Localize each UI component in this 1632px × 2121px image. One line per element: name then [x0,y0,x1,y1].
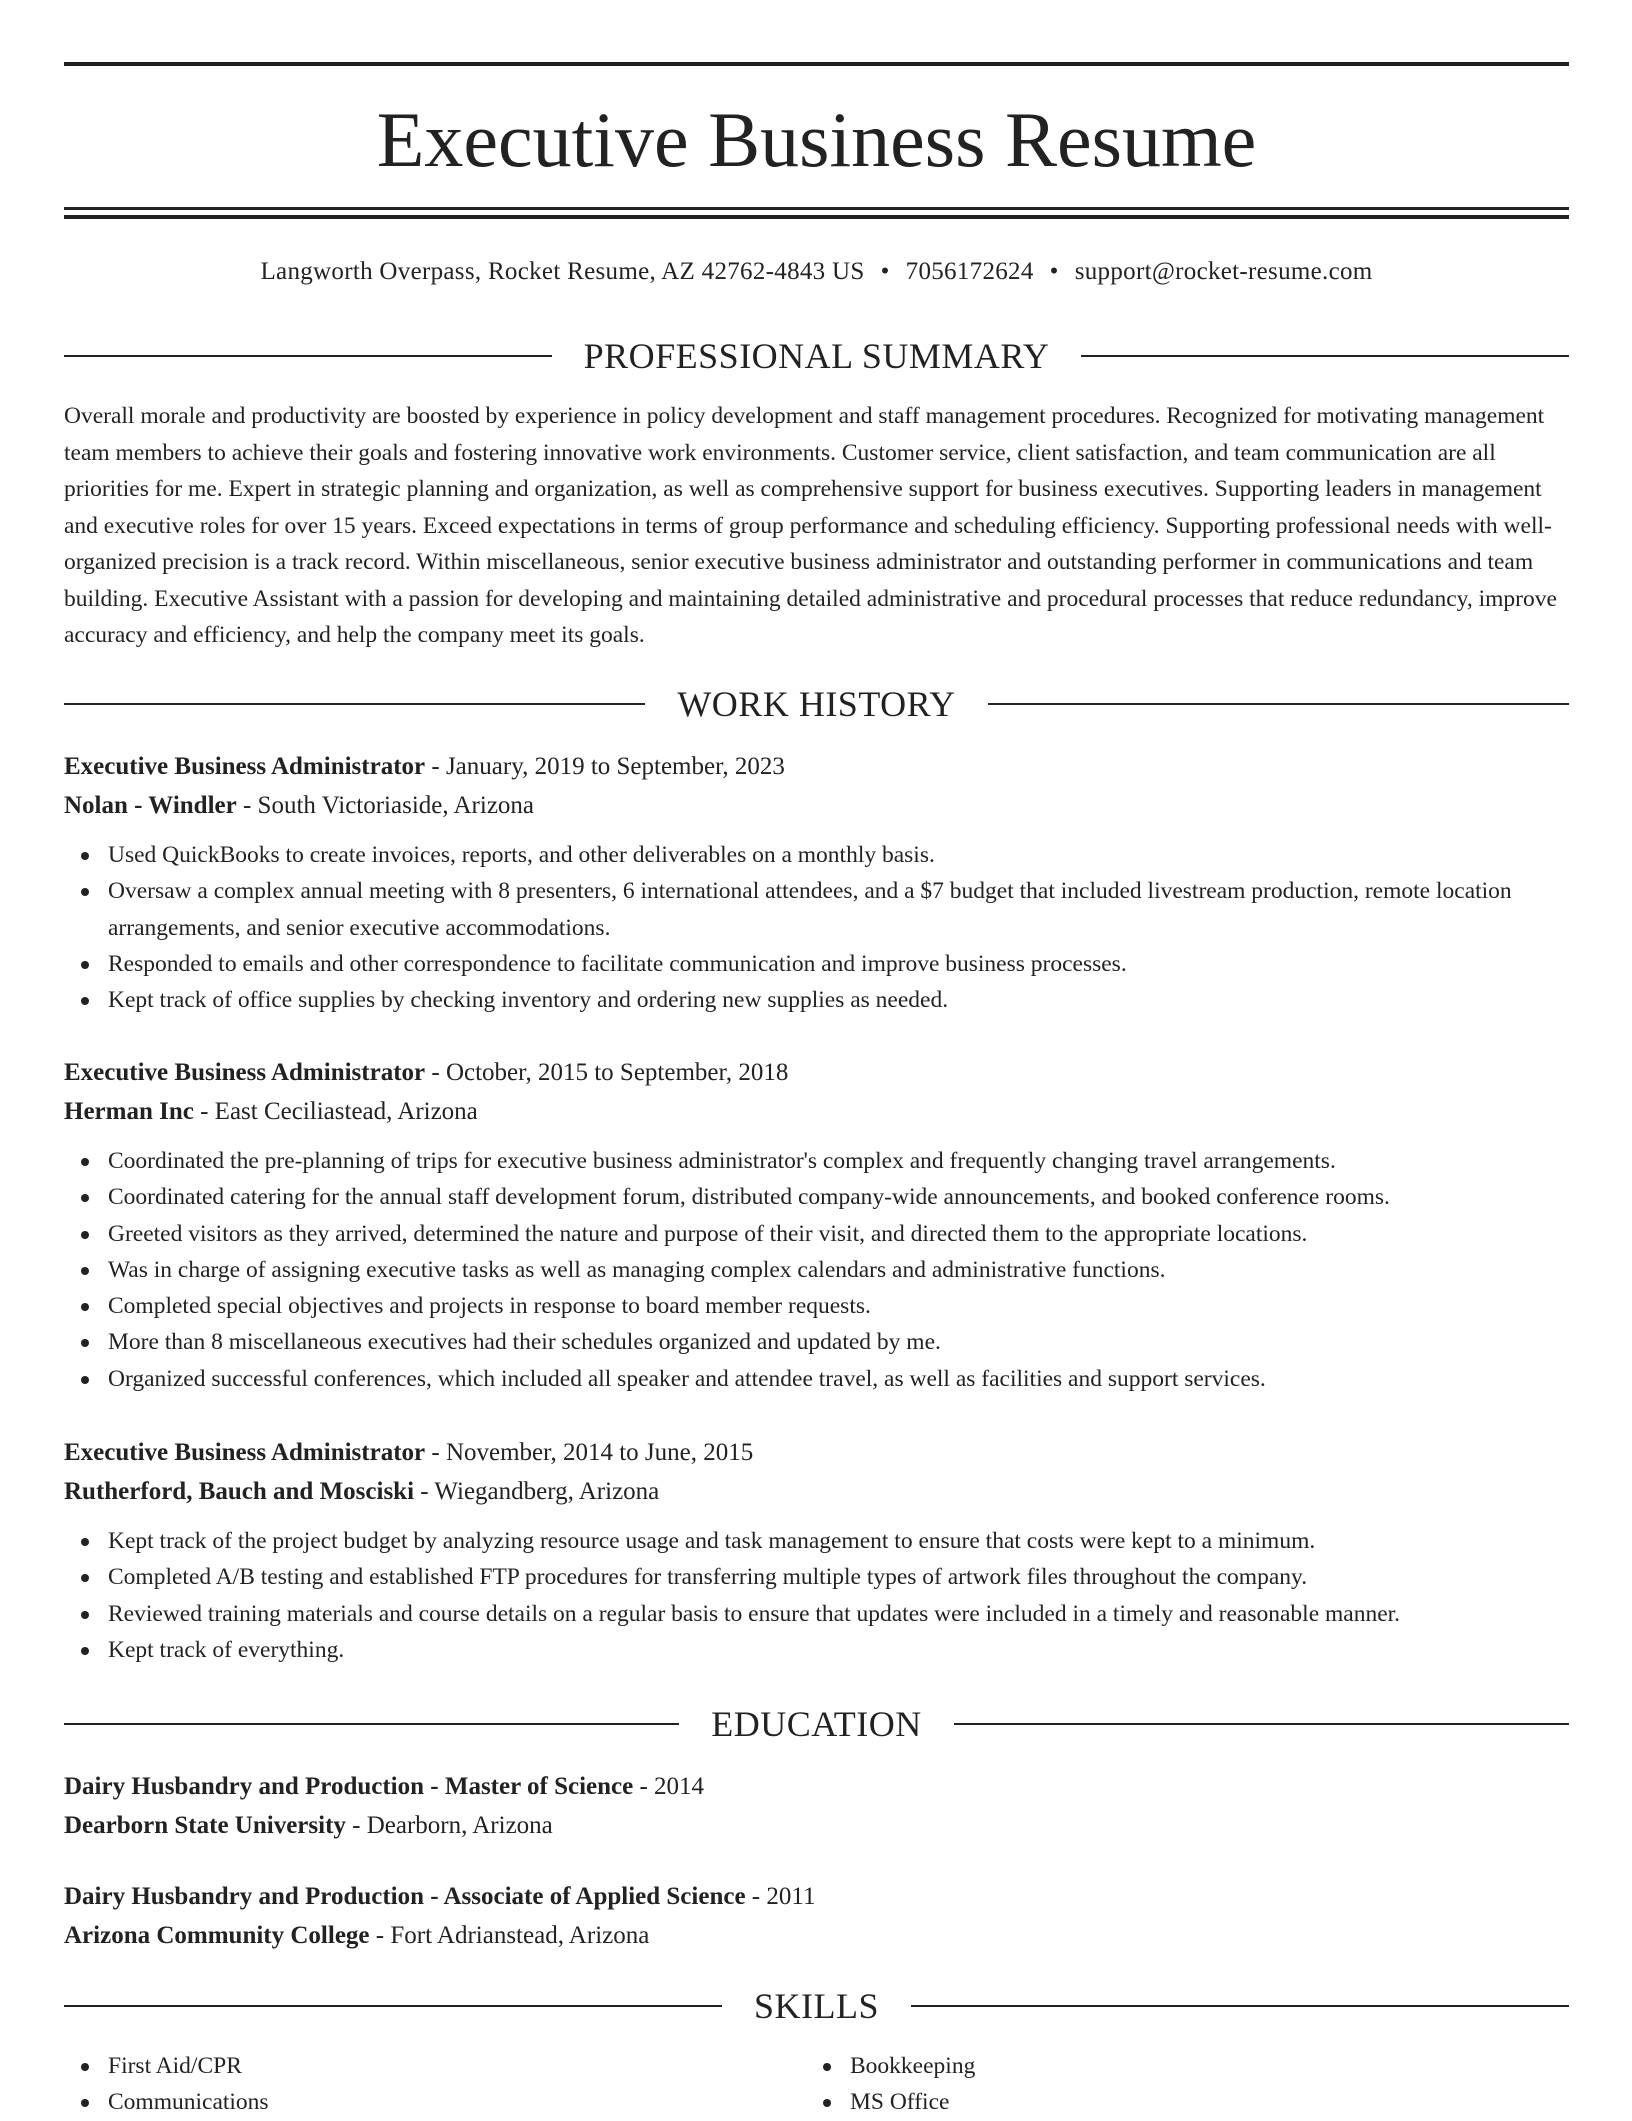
job-location: - East Ceciliastead, Arizona [200,1098,478,1125]
section-header-summary [64,334,1569,378]
job-bullets [64,837,1569,1018]
list-item: Used QuickBooks to create invoices, reports, and other deliverables on a monthly basis. [64,837,1569,873]
list-item: Kept track of everything. [64,1632,1569,1668]
education-year: - 2014 [639,1773,705,1800]
contact-line [64,252,1569,292]
list-item: Was in charge of assigning executive tasks as well as managing complex calendars and administrative functions. [64,1252,1569,1288]
section-title-education: EDUCATION [711,1704,922,1744]
job-dates: - November, 2014 to June, 2015 [431,1439,754,1466]
list-item: Coordinated the pre-planning of trips for executive business administrator's complex and frequently changing travel arrangements. [64,1143,1569,1179]
job-entry [64,1433,1569,1668]
contact-address: Langworth Overpass, Rocket Resume, AZ 42762-4843 US [260,258,865,285]
job-company-line [64,786,1569,825]
section-rule-left [64,703,645,705]
resume-title: Executive Business Resume [376,96,1257,183]
skill-item: First Aid/CPR [64,2048,764,2084]
job-title-line [64,1053,1569,1092]
education-degree: Dairy Husbandry and Production - Master of Science [64,1773,634,1800]
job-bullets [64,1523,1569,1668]
list-item: Completed A/B testing and established FTP procedures for transferring multiple types of artwork files throughout the company. [64,1559,1569,1595]
education-school: Dearborn State University [64,1812,346,1839]
job-entry [64,1053,1569,1397]
job-company: Rutherford, Bauch and Mosciski [64,1478,415,1505]
title-double-rule [64,207,1569,219]
education-school-line [64,1916,1569,1955]
top-rule [64,62,1569,66]
section-header-work-history [64,682,1569,726]
list-item: Kept track of the project budget by analyzing resource usage and task management to ensure that costs were kept to a minimum. [64,1523,1569,1559]
education-entry [64,1877,1569,1955]
contact-separator: • [880,258,890,285]
education-school-line [64,1806,1569,1845]
skill-item: Communications [64,2084,764,2120]
education-school: Arizona Community College [64,1922,370,1949]
job-dates: - October, 2015 to September, 2018 [431,1059,789,1086]
education-location: - Fort Adrianstead, Arizona [375,1922,650,1949]
skills-list [806,2048,1506,2121]
job-title: Executive Business Administrator [64,1059,426,1086]
education-degree-line [64,1877,1569,1916]
section-header-education [64,1702,1569,1746]
job-entry [64,747,1569,1018]
section-rule-right [988,703,1569,705]
education-year: - 2011 [751,1883,816,1910]
list-item: Kept track of office supplies by checking inventory and ordering new supplies as needed. [64,982,1569,1018]
section-title-summary: PROFESSIONAL SUMMARY [583,336,1050,376]
skills-column-right [806,2048,1506,2121]
job-title-line [64,1433,1569,1472]
list-item: Coordinated catering for the annual staff development forum, distributed company-wide announcements, and booked conference rooms. [64,1179,1569,1215]
job-title-line [64,747,1569,786]
job-company-line [64,1472,1569,1511]
skill-item: Bookkeeping [806,2048,1506,2084]
section-rule-right [911,2005,1569,2007]
job-location: - Wiegandberg, Arizona [420,1478,660,1505]
section-title-skills: SKILLS [754,1986,880,2026]
list-item: Reviewed training materials and course details on a regular basis to ensure that updates were included in a timely and reasonable manner. [64,1596,1569,1632]
section-rule-left [64,2005,722,2007]
list-item: Greeted visitors as they arrived, determined the nature and purpose of their visit, and directed them to the appropriate locations. [64,1216,1569,1252]
professional-summary-text: Overall morale and productivity are boosted by experience in policy development and staff management procedures. Recognized for motivating management team members to achieve their goals and fostering innovative work environments. Customer service, client satisfaction, and team communication are all priorities for me. Expert in strategic planning and organization, as well as comprehensive support for business executives. Supporting leaders in management and executive roles for over 15 years. Exceed expectations in terms of group performance and scheduling efficiency. Supporting professional needs with well-organized precision is a track record. Within miscellaneous, senior executive business administrator and outstanding performer in communications and team building. Executive Assistant with a passion for developing and maintaining detailed administrative and procedural processes that reduce redundancy, improve accuracy and efficiency, and help the company meet its goals. [64,403,1557,648]
education-degree: Dairy Husbandry and Production - Associate of Applied Science [64,1883,746,1910]
job-dates: - January, 2019 to September, 2023 [431,753,785,780]
job-company: Herman Inc [64,1098,194,1125]
education-degree-line [64,1767,1569,1806]
list-item: Organized successful conferences, which included all speaker and attendee travel, as well as facilities and support services. [64,1361,1569,1397]
section-rule-left [64,1723,679,1725]
section-title-work-history: WORK HISTORY [677,684,956,724]
contact-phone: 7056172624 [905,258,1034,285]
education-entry [64,1767,1569,1845]
skills-list [64,2048,764,2121]
section-rule-right [1081,355,1569,357]
job-location: - South Victoriaside, Arizona [242,792,535,819]
job-company-line [64,1092,1569,1131]
skill-item: MS Office [806,2084,1506,2120]
list-item: Oversaw a complex annual meeting with 8 presenters, 6 international attendees, and a $7 budget that included livestream production, remote location arrangements, and senior executive accommodations. [64,873,1569,946]
job-company: Nolan - Windler [64,792,237,819]
skills-column-left [64,2048,764,2121]
job-title: Executive Business Administrator [64,753,426,780]
contact-email[interactable]: support@rocket-resume.com [1074,258,1373,285]
section-rule-left [64,355,552,357]
contact-separator: • [1049,258,1059,285]
list-item: Completed special objectives and projects in response to board member requests. [64,1288,1569,1324]
job-title: Executive Business Administrator [64,1439,426,1466]
list-item: Responded to emails and other correspondence to facilitate communication and improve business processes. [64,946,1569,982]
job-bullets [64,1143,1569,1397]
section-rule-right [954,1723,1569,1725]
list-item: More than 8 miscellaneous executives had their schedules organized and updated by me. [64,1324,1569,1360]
education-location: - Dearborn, Arizona [352,1812,553,1839]
section-header-skills [64,1984,1569,2028]
